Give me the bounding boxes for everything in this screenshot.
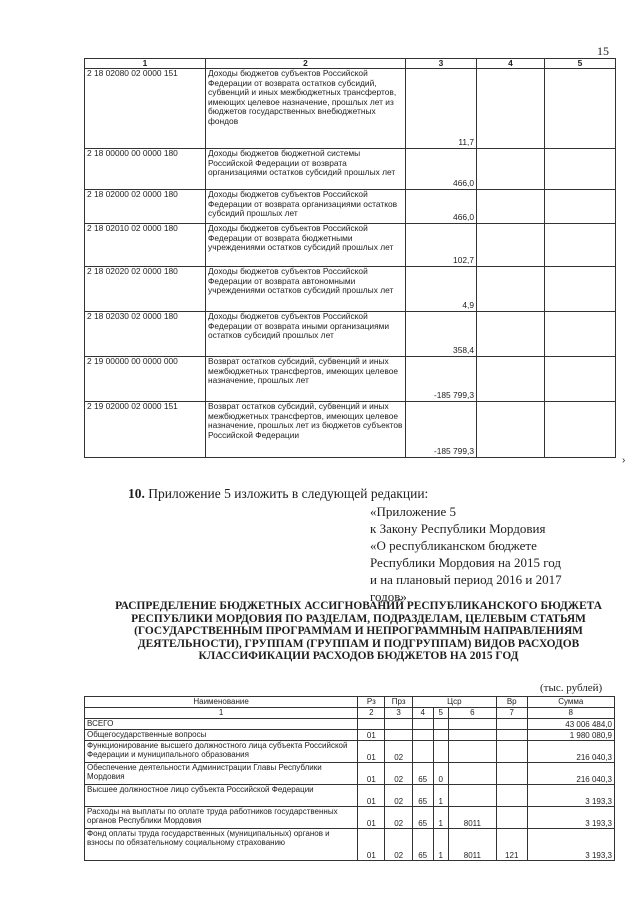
row-code: 2 18 02020 02 0000 180 (85, 267, 206, 312)
table-row (85, 719, 615, 730)
units-label: (тыс. рублей) (540, 682, 603, 694)
row-code: 2 18 02010 02 0000 180 (85, 224, 206, 267)
appendix-line: и на плановый период 2016 и 2017 (370, 572, 562, 587)
header-prz: Прз (385, 697, 412, 708)
row-rz: 01 (358, 741, 385, 763)
empty-cell (477, 357, 545, 402)
row-sum: 216 040,3 (527, 763, 614, 785)
row-csr2: 1 (433, 829, 448, 861)
header-csr: Цср (412, 697, 496, 708)
row-csr1: 65 (412, 763, 433, 785)
row-sum: 3 193,3 (527, 829, 614, 861)
row-csr2: 1 (433, 807, 448, 829)
row-name: Общегосударственные вопросы (85, 730, 358, 741)
row-sum: 358,4 (406, 312, 477, 357)
item-number: 10. (128, 486, 145, 501)
header-vr: Вр (496, 697, 527, 708)
row-name: ВСЕГО (85, 719, 358, 730)
empty-cell (477, 69, 545, 149)
row-csr1: 65 (412, 807, 433, 829)
row-name: Доходы бюджетов субъектов Российской Федерации от возврата организациями остатков субсидий прошлых лет (206, 190, 406, 224)
header-cell: 5 (545, 59, 616, 69)
row-vr (496, 763, 527, 785)
row-csr3 (448, 741, 496, 763)
expenditure-table (84, 696, 615, 861)
row-sum: 216 040,3 (527, 741, 614, 763)
margin-mark: › (622, 455, 626, 466)
row-vr (496, 719, 527, 730)
empty-cell (545, 267, 616, 312)
col-number: 1 (85, 708, 358, 719)
row-csr3: 8011 (448, 807, 496, 829)
empty-cell (545, 312, 616, 357)
col-number: 5 (433, 708, 448, 719)
row-name: Высшее должностное лицо субъекта Российской Федерации (85, 785, 358, 807)
row-vr (496, 741, 527, 763)
table-row (85, 829, 615, 861)
row-csr1 (412, 719, 433, 730)
header-rz: Рз (358, 697, 385, 708)
table-row (85, 402, 616, 458)
row-sum: 1 980 080,9 (527, 730, 614, 741)
header-cell: 4 (477, 59, 545, 69)
row-prz: 02 (385, 829, 412, 861)
row-csr3 (448, 719, 496, 730)
empty-cell (477, 190, 545, 224)
row-csr2: 1 (433, 785, 448, 807)
col-number: 2 (358, 708, 385, 719)
row-name: Возврат остатков субсидий, субвенций и иных межбюджетных трансфертов, имеющих целевое назначение, прошлых лет из бюджетов субъектов Российской Федерации (206, 402, 406, 458)
header-cell: 3 (406, 59, 477, 69)
item-text: Приложение 5 изложить в следующей редакции: (148, 486, 429, 501)
row-rz: 01 (358, 829, 385, 861)
header-sum: Сумма (527, 697, 614, 708)
row-csr2: 0 (433, 763, 448, 785)
table-row (85, 312, 616, 357)
table-row (85, 149, 616, 190)
row-csr1 (412, 730, 433, 741)
empty-cell (477, 312, 545, 357)
empty-cell (545, 224, 616, 267)
col-number: 7 (496, 708, 527, 719)
row-csr2 (433, 730, 448, 741)
row-name: Доходы бюджетов субъектов Российской Федерации от возврата автономными учреждениями остатков субсидий прошлых лет (206, 267, 406, 312)
row-name: Расходы на выплаты по оплате труда работников государственных органов Республики Мордовия (85, 807, 358, 829)
row-sum: 466,0 (406, 190, 477, 224)
table-row (85, 190, 616, 224)
row-name: Возврат остатков субсидий, субвенций и иных межбюджетных трансфертов, имеющих целевое назначение, прошлых лет (206, 357, 406, 402)
table-row (85, 785, 615, 807)
col-number: 6 (448, 708, 496, 719)
empty-cell (545, 190, 616, 224)
row-code: 2 19 00000 00 0000 000 (85, 357, 206, 402)
row-sum: -185 799,3 (406, 357, 477, 402)
row-prz: 02 (385, 741, 412, 763)
appendix-line: годов» (370, 589, 407, 604)
row-csr1: 65 (412, 829, 433, 861)
row-sum: 43 006 484,0 (527, 719, 614, 730)
table-row (85, 267, 616, 312)
row-prz: 02 (385, 785, 412, 807)
row-csr2 (433, 741, 448, 763)
empty-cell (477, 224, 545, 267)
table-row (85, 741, 615, 763)
row-prz: 02 (385, 807, 412, 829)
table-number-row (85, 708, 615, 719)
empty-cell (545, 402, 616, 458)
row-sum: 3 193,3 (527, 807, 614, 829)
appendix-header (370, 503, 615, 605)
table-row (85, 224, 616, 267)
table-header-row (85, 697, 615, 708)
empty-cell (545, 149, 616, 190)
document-title: РАСПРЕДЕЛЕНИЕ БЮДЖЕТНЫХ АССИГНОВАНИЙ РЕСПУБЛИКАНСКОГО БЮДЖЕТА РЕСПУБЛИКИ МОРДОВИЯ ПО РАЗДЕЛАМ, ПОДРАЗДЕЛАМ, ЦЕЛЕВЫМ СТАТЬЯМ (ГОСУДАРСТВЕННЫМ ПРОГРАММАМ И НЕПРОГРАММНЫМ НАПРАВЛЕНИЯМ ДЕЯТЕЛЬНОСТИ), ГРУППАМ (ГРУППАМ И ПОДГРУППАМ) ВИДОВ РАСХОДОВ КЛАССИФИКАЦИИ РАСХОДОВ БЮДЖЕТОВ НА 2015 ГОД (115, 600, 602, 663)
row-prz: 02 (385, 763, 412, 785)
row-name: Доходы бюджетов бюджетной системы Российской Федерации от возврата организациями остатков субсидий прошлых лет (206, 149, 406, 190)
page-number: 15 (597, 44, 609, 58)
row-vr: 121 (496, 829, 527, 861)
table-row (85, 807, 615, 829)
row-csr3: 8011 (448, 829, 496, 861)
appendix-line: Республики Мордовия на 2015 год (370, 555, 561, 570)
row-code: 2 18 02000 02 0000 180 (85, 190, 206, 224)
header-cell: 2 (206, 59, 406, 69)
row-name: Функционирование высшего должностного лица субъекта Российской Федерации и муниципального образования (85, 741, 358, 763)
row-vr (496, 730, 527, 741)
appendix-line: к Закону Республики Мордовия (370, 521, 546, 536)
row-csr2 (433, 719, 448, 730)
row-rz: 01 (358, 763, 385, 785)
row-name: Доходы бюджетов субъектов Российской Федерации от возврата бюджетными учреждениями остатков субсидий прошлых лет (206, 224, 406, 267)
row-rz: 01 (358, 785, 385, 807)
row-vr (496, 807, 527, 829)
row-code: 2 18 00000 00 0000 180 (85, 149, 206, 190)
row-sum: -185 799,3 (406, 402, 477, 458)
empty-cell (545, 357, 616, 402)
row-csr3 (448, 763, 496, 785)
row-name: Фонд оплаты труда государственных (муниципальных) органов и взносы по обязательному социальному страхованию (85, 829, 358, 861)
row-csr1: 65 (412, 785, 433, 807)
row-name: Доходы бюджетов субъектов Российской Федерации от возврата остатков субсидий, субвенций и иных межбюджетных трансфертов, имеющих целевое назначение, прошлых лет из бюджетов государственных внебюджетных фондов (206, 69, 406, 149)
row-vr (496, 785, 527, 807)
row-csr3 (448, 785, 496, 807)
row-name: Обеспечение деятельности Администрации Главы Республики Мордовия (85, 763, 358, 785)
item-10 (128, 486, 428, 502)
row-rz: 01 (358, 730, 385, 741)
row-prz (385, 730, 412, 741)
row-rz (358, 719, 385, 730)
col-number: 8 (527, 708, 614, 719)
row-sum: 4,9 (406, 267, 477, 312)
header-cell: 1 (85, 59, 206, 69)
row-sum: 11,7 (406, 69, 477, 149)
income-table (84, 58, 616, 458)
table-row (85, 763, 615, 785)
empty-cell (477, 267, 545, 312)
row-name: Доходы бюджетов субъектов Российской Федерации от возврата иными организациями остатков субсидий прошлых лет (206, 312, 406, 357)
row-prz (385, 719, 412, 730)
col-number: 3 (385, 708, 412, 719)
row-rz: 01 (358, 807, 385, 829)
col-number: 4 (412, 708, 433, 719)
empty-cell (545, 69, 616, 149)
row-csr1 (412, 741, 433, 763)
row-sum: 466,0 (406, 149, 477, 190)
empty-cell (477, 402, 545, 458)
row-csr3 (448, 730, 496, 741)
empty-cell (477, 149, 545, 190)
row-code: 2 18 02080 02 0000 151 (85, 69, 206, 149)
table-row (85, 69, 616, 149)
appendix-line: «Приложение 5 (370, 504, 457, 519)
table-row (85, 357, 616, 402)
header-name: Наименование (85, 697, 358, 708)
row-code: 2 18 02030 02 0000 180 (85, 312, 206, 357)
table-row (85, 730, 615, 741)
table-header-row (85, 59, 616, 69)
row-code: 2 19 02000 02 0000 151 (85, 402, 206, 458)
appendix-line: «О республиканском бюджете (370, 538, 537, 553)
row-sum: 102,7 (406, 224, 477, 267)
row-sum: 3 193,3 (527, 785, 614, 807)
